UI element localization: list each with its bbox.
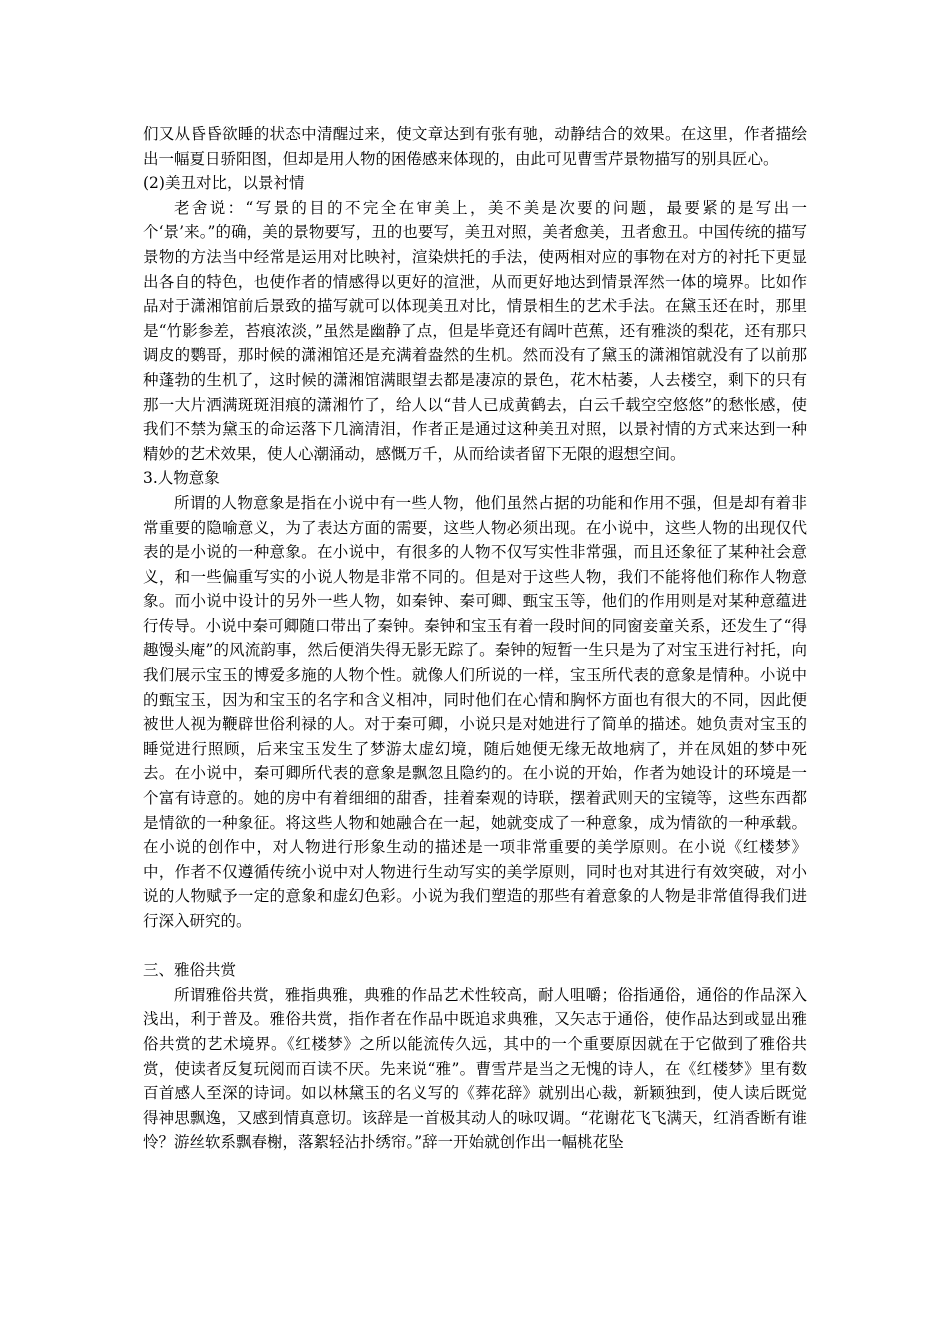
- document-page: [143, 122, 807, 1155]
- paragraph-beauty-ugliness: 老舍说：“写景的目的不完全在审美上，美不美是次要的问题，最要紧的是写出一个‘景’来。”的确，美的景物要写，丑的也要写，美丑对照，美者愈美，丑者愈丑。中国传统的描写景物的方法当中经常是运用对比映衬，渲染烘托的手法，使两相对应的事物在对方的衬托下更显出各自的特色，也使作者的情感得以更好的渲泄，从而更好地达到情景浑然一体的境界。比如作品对于潇湘馆前后景致的描写就可以体现美丑对比，情景相生的艺术手法。在黛玉还在时，那里是“竹影参差，苔痕浓淡，”虽然是幽静了点，但是毕竟还有阔叶芭蕉，还有雅淡的梨花，还有那只调皮的鹦哥，那时候的潇湘馆还是充满着盎然的生机。然而没有了黛玉的潇湘馆就没有了以前那种蓬勃的生机了，这时候的潇湘馆满眼望去都是凄凉的景色，花木枯萎，人去楼空，剩下的只有那一大片洒满斑斑泪痕的潇湘竹了，给人以“昔人已成黄鹤去，白云千载空空悠悠”的愁怅感，使我们不禁为黛玉的命运落下几滴清泪，作者正是通过这种美丑对照，以景衬情的方式来达到一种精妙的艺术效果，使人心潮涌动，感慨万千，从而给读者留下无限的遐想空间。: [143, 198, 807, 463]
- paragraph-refined-popular: 所谓雅俗共赏，雅指典雅，典雅的作品艺术性较高，耐人咀嚼；俗指通俗，通俗的作品深入浅出，利于普及。雅俗共赏，指作者在作品中既追求典雅，又矢志于通俗，使作品达到或显出雅俗共赏的艺术境界。《红楼梦》之所以能流传久远，其中的一个重要原因就在于它做到了雅俗共赏，使读者反复玩阅而百读不厌。先来说“雅”。曹雪芹是当之无愧的诗人，在《红楼梦》里有数百首感人至深的诗词。如以林黛玉的名义写的《葬花辞》就别出心裁，新颖独到，使人读后既觉得神思飘逸，又感到情真意切。该辞是一首极其动人的咏叹调。“花谢花飞飞满天，红消香断有谁怜？游丝软系飘春榭，落絮轻沾扑绣帘。”辞一开始就创作出一幅桃花坠: [143, 985, 807, 1152]
- blank-line: [143, 934, 807, 959]
- paragraph-continuation: 们又从昏昏欲睡的状态中清醒过来，使文章达到有张有驰，动静结合的效果。在这里，作者描绘出一幅夏日骄阳图，但却是用人物的困倦感来体现的，由此可见曹雪芹景物描写的别具匠心。: [143, 125, 807, 168]
- section-heading-beauty-ugliness: (2)美丑对比，以景衬情: [143, 174, 305, 193]
- paragraph-character-imagery: 所谓的人物意象是指在小说中有一些人物，他们虽然占据的功能和作用不强，但是却有着非常重要的隐喻意义，为了表达方面的需要，这些人物必须出现。在小说中，这些人物的出现仅代表的是小说的一种意象。在小说中，有很多的人物不仅写实性非常强，而且还象征了某种社会意义，和一些偏重写实的小说人物是非常不同的。但是对于这些人物，我们不能将他们称作人物意象。而小说中设计的另外一些人物，如秦钟、秦可卿、甄宝玉等，他们的作用则是对某种意蕴进行传导。小说中秦可卿随口带出了秦钟。秦钟和宝玉有着一段时间的同窗妾童关系，还发生了“得趣馒头庵”的风流韵事，然后便消失得无影无踪了。秦钟的短暂一生只是为了对宝玉进行衬托，向我们展示宝玉的博爱多施的人物个性。就像人们所说的一样，宝玉所代表的意象是情种。小说中的甄宝玉，因为和宝玉的名字和含义相冲，同时他们在心情和胸怀方面也有很大的不同，因此便被世人视为鞭辟世俗利禄的人。对于秦可卿，小说只是对她进行了简单的描述。她负责对宝玉的睡觉进行照顾，后来宝玉发生了梦游太虚幻境，随后她便无缘无故地病了，并在凤姐的梦中死去。在小说中，秦可卿所代表的意象是飘忽且隐约的。在小说的开始，作者为她设计的环境是一个富有诗意的。她的房中有着细细的甜香，挂着秦观的诗联，摆着武则天的宝镜等，这些东西都是情欲的一种象征。将这些人物和她融合在一起，她就变成了一种意象，成为情欲的一种承载。在小说的创作中，对人物进行形象生动的描述是一项非常重要的美学原则。在小说《红楼梦》中，作者不仅遵循传统小说中对人物进行生动写实的美学原则，同时也对其进行有效突破，对小说的人物赋予一定的意象和虚幻色彩。小说为我们塑造的那些有着意象的人物是非常值得我们进行深入研究的。: [143, 493, 807, 930]
- section-heading-refined-popular: 三、雅俗共赏: [143, 961, 237, 980]
- section-heading-character-imagery: 3.人物意象: [143, 469, 220, 488]
